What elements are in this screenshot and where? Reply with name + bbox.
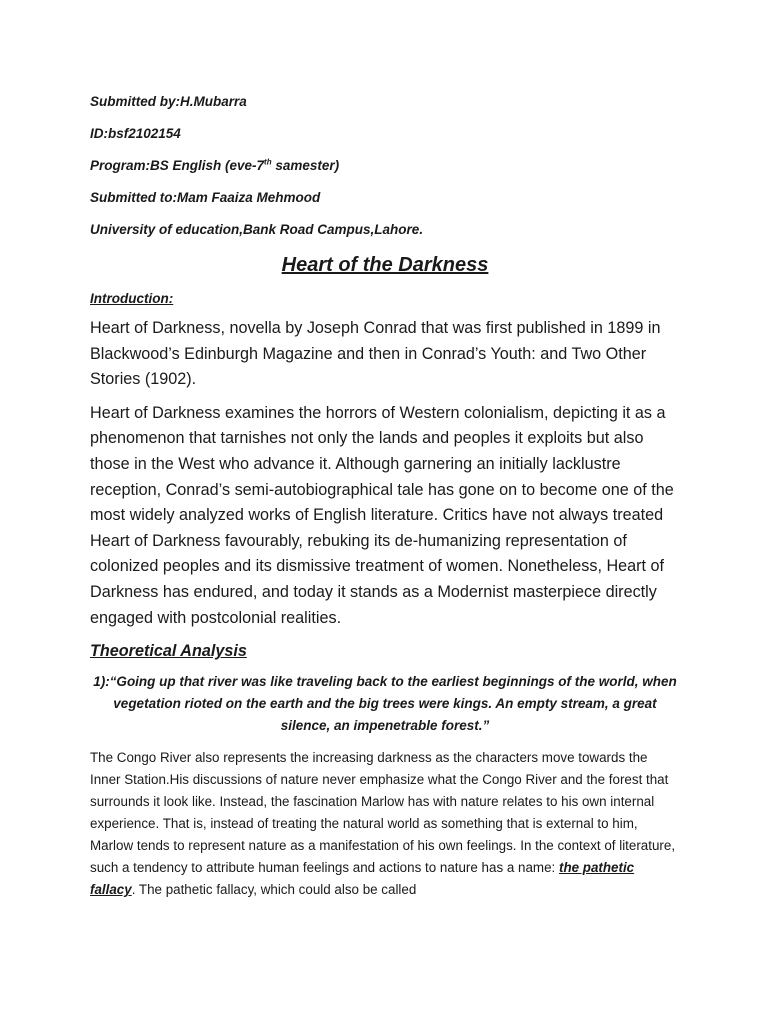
program xyxy=(90,156,680,176)
pathetic-fallacy-term: the pathetic fallacy xyxy=(90,860,635,898)
submitted-by: Submitted by:H.Mubarra xyxy=(90,94,247,109)
analysis-paragraph xyxy=(90,747,680,901)
document-page xyxy=(90,92,680,901)
student-id: ID:bsf2102154 xyxy=(90,126,181,141)
submitted-to: Submitted to:Mam Faaiza Mehmood xyxy=(90,190,321,205)
document-title: Heart of the Darkness xyxy=(281,254,489,276)
quote-1: 1):“Going up that river was like traveling back to the earliest beginnings of the world, when vegetation rioted on the earth and the big trees were kings. An empty stream, a great silence, an impenetrable forest.” xyxy=(93,674,677,734)
university: University of education,Bank Road Campus,Lahore. xyxy=(90,222,424,237)
introduction-heading: Introduction: xyxy=(90,291,174,306)
theoretical-analysis-heading: Theoretical Analysis xyxy=(90,642,247,661)
intro-paragraph-1: Heart of Darkness, novella by Joseph Conrad that was first published in 1899 in Blackwood’s Edinburgh Magazine and then in Conrad’s Youth: and Two Other Stories (1902). xyxy=(90,319,661,389)
intro-paragraph-2: Heart of Darkness examines the horrors of Western colonialism, depicting it as a phenomenon that tarnishes not only the lands and peoples it exploits but also those in the West who advance it. Although garnering an initially lacklustre reception, Conrad’s semi-autobiographical tale has gone on to become one of the most widely analyzed works of English literature. Critics have not always treated Heart of Darkness favourably, rebuking its de-humanizing representation of colonized peoples and its dismissive treatment of women. Nonetheless, Heart of Darkness has endured, and today it stands as a Modernist masterpiece directly engaged with postcolonial realities. xyxy=(90,403,674,627)
program-prefix: Program:BS English (eve-7 xyxy=(90,158,265,173)
analysis-text-1: The Congo River also represents the increasing darkness as the characters move towards the Inner Station.His discussions of nature never emphasize what the Congo River and the forest that surrounds it look like. Instead, the fascination Marlow has with nature relates to his own internal experience. That is, instead of treating the natural world as something that is external to him, Marlow tends to represent nature as a manifestation of his own feelings. In the context of literature, such a tendency to attribute human feelings and actions to nature has a name: xyxy=(90,750,676,876)
analysis-text-2: . The pathetic fallacy, which could also be called xyxy=(131,882,417,898)
program-sup: th xyxy=(264,157,272,167)
program-suffix: samester) xyxy=(271,158,340,173)
